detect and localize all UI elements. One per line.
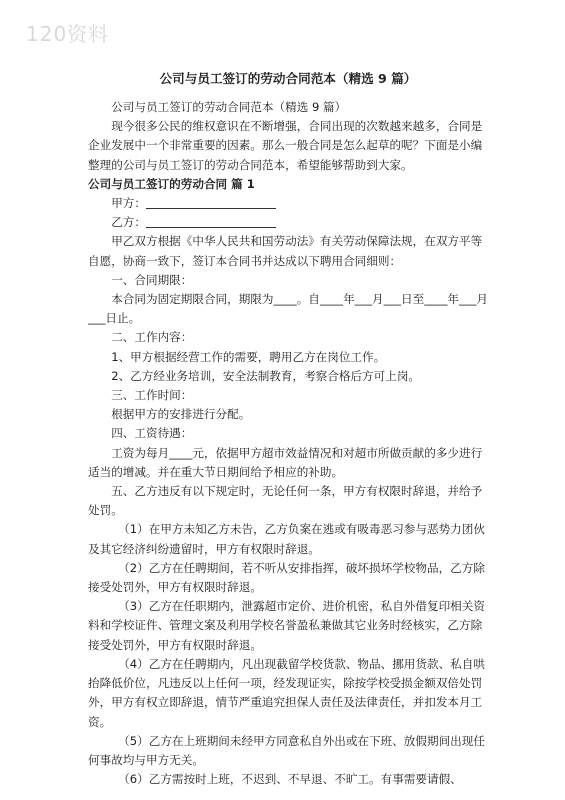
heading-work-content: 二、工作内容： — [111, 330, 193, 345]
paragraph: 五、乙方违反有以下规定时，无论任何一条，甲方有权限时辞退，并给予处罚。 — [88, 484, 483, 518]
intro-paragraph: 现今很多公民的维权意识在不断增强，合同出现的次数越来越多，合同是企业发展中一个非常重要的因素。那么一般合同是怎么起草的呢？下面是小编整理的公司与员工签订的劳动合同范本，希望能够帮助到大家。 — [88, 119, 483, 172]
list-item: （4）乙方在任聘期内，凡出现截留学校货款、物品、挪用货款、私自哄抬降低价位，凡违反以上任何一项，经发现证实，除按学校受损金额双倍处罚外，甲方有权立即辞退，情节严重追究担保人责任及法律责任，并扣发本月工资。 — [88, 656, 485, 729]
document-title: 公司与员工签订的劳动合同范本（精选 9 篇） — [159, 71, 417, 86]
party-b-label: 乙方： — [111, 215, 146, 230]
heading-term: 一、合同期限： — [111, 272, 193, 287]
paragraph: 甲乙双方根据《中华人民共和国劳动法》有关劳动保障法规，在双方平等自愿，协商一致下，签订本合同书并达成以下聘用合同细则： — [88, 234, 483, 268]
watermark-logo: 120资料 — [26, 22, 110, 46]
party-b-line — [88, 213, 488, 232]
list-item: （6）乙方需按时上班，不迟到、不早退、不旷工。有事需要请假、 — [118, 772, 462, 787]
document-subtitle: 公司与员工签订的劳动合同范本（精选 9 篇） — [111, 100, 347, 114]
list-item: （5）乙方在上班期间未经甲方同意私自外出或在下班、放假期间出现任何事故均与甲方无关。 — [88, 733, 485, 767]
heading-salary: 四、工资待遇： — [111, 426, 193, 441]
paragraph: 本合同为固定期限合同，期限为____。自____年___月___日至____年___月___日止。 — [88, 292, 488, 326]
paragraph: 1、甲方根据经营工作的需要，聘用乙方在岗位工作。 — [111, 349, 386, 364]
paragraph: 根据甲方的安排进行分配。 — [111, 407, 251, 422]
list-item: （1）在甲方未知乙方未告，乙方负案在逃或有吸毒恶习参与恶势力团伙及其它经济纠纷遗留时，甲方有权限时辞退。 — [88, 522, 485, 556]
heading-work-time: 三、工作时间： — [111, 388, 193, 403]
section-title: 公司与员工签订的劳动合同 篇 1 — [88, 176, 255, 191]
party-a-line — [88, 194, 488, 213]
party-a-label: 甲方： — [111, 196, 146, 211]
paragraph: 工资为每月____元，依据甲方超市效益情况和对超市所做贡献的多少进行适当的增减。并在重大节日期间给予相应的补助。 — [88, 445, 483, 479]
party-b-blank — [146, 214, 276, 228]
list-item: （3）乙方在任职期内，泄露超市定价、进价机密，私自外借复印相关资料和学校证件、管理文案及利用学校名誉盈私兼做其它业务时经核实，乙方除接受处罚外，甲方有权限时辞退。 — [88, 599, 485, 652]
party-a-blank — [146, 195, 276, 209]
paragraph: 2、乙方经业务培训，安全法制教育，考察合格后方可上岗。 — [111, 368, 421, 383]
document-body — [88, 70, 488, 789]
list-item: （2）乙方在任聘期间，若不听从安排指挥，破坏损坏学校物品，乙方除接受处罚外，甲方有权限时辞退。 — [88, 560, 485, 595]
